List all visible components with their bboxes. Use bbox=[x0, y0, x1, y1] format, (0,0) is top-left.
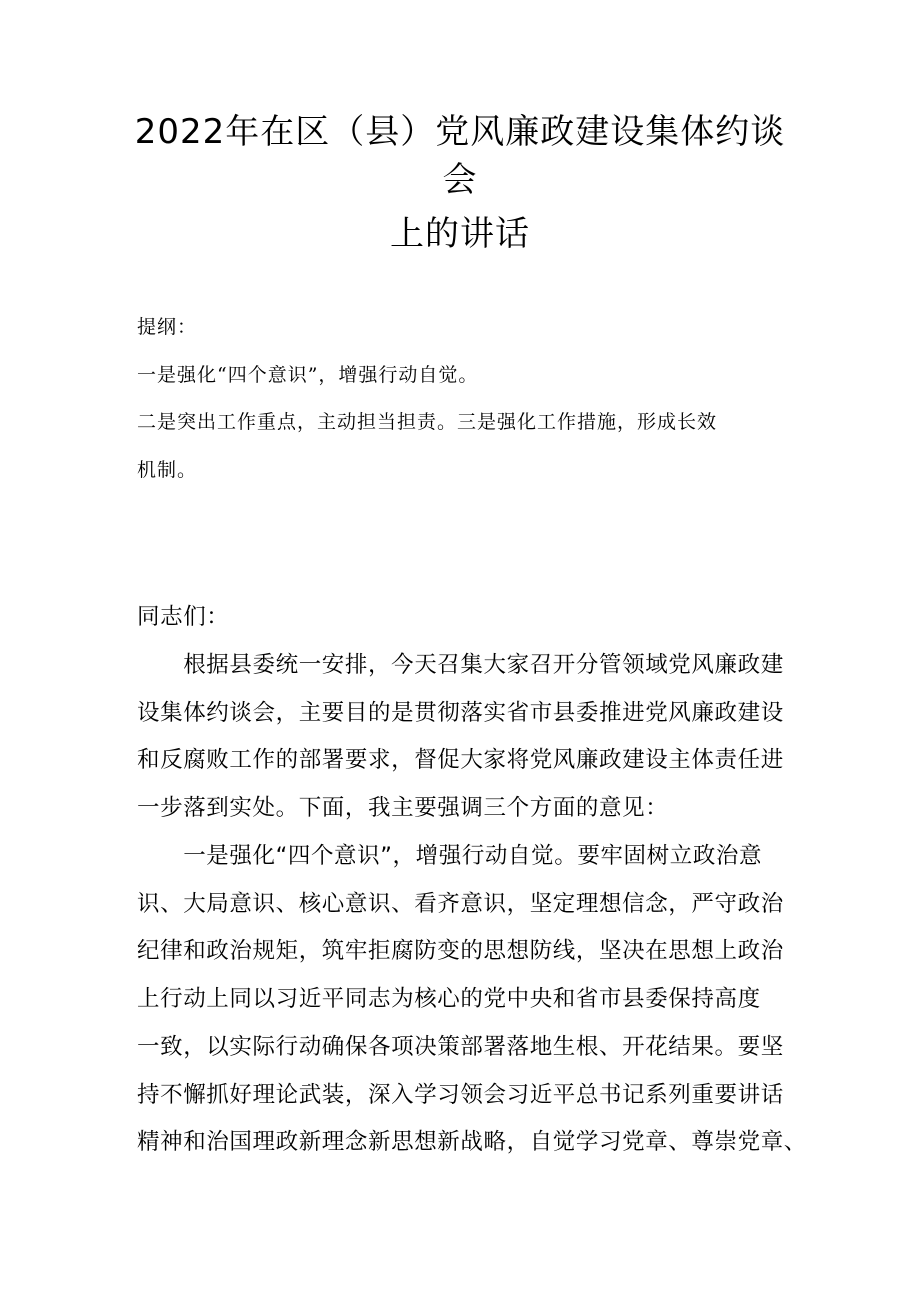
body-line: 一致，以实际行动确保各项决策部署落地生根、开花结果。要坚 bbox=[137, 1034, 784, 1060]
outline-item-1: 一是强化“四个意识”，增强行动自觉。 bbox=[137, 364, 479, 386]
body-line: 识、大局意识、核心意识、看齐意识，坚定理想信念，严守政治 bbox=[137, 891, 784, 917]
salutation: 同志们： bbox=[137, 604, 230, 630]
body-line: 设集体约谈会，主要目的是贯彻落实省市县委推进党风廉政建设 bbox=[137, 700, 784, 726]
body-line: 一是强化“四个意识”，增强行动自觉。要牢固树立政治意 bbox=[137, 843, 763, 869]
body-line: 上行动上同以习近平同志为核心的党中央和省市县委保持高度 bbox=[137, 986, 761, 1012]
body-line: 持不懈抓好理论武装，深入学习领会习近平总书记系列重要讲话 bbox=[137, 1082, 784, 1108]
document-title-line-1: 2022年在区（县）党风廉政建设集体约谈 bbox=[134, 112, 786, 152]
outline-item-2-continued: 机制。 bbox=[137, 459, 198, 481]
body-line: 精神和治国理政新理念新思想新战略，自觉学习党章、尊崇党章、 bbox=[137, 1129, 807, 1155]
document-title-line-2: 会 bbox=[442, 160, 478, 200]
outline-label: 提纲： bbox=[137, 316, 198, 338]
body-line: 纪律和政治规矩，筑牢拒腐防变的思想防线，坚决在思想上政治 bbox=[137, 938, 784, 964]
outline-item-2: 二是突出工作重点，主动担当担责。三是强化工作措施，形成长效 bbox=[137, 411, 718, 433]
body-line: 根据县委统一安排，今天召集大家召开分管领域党风廉政建 bbox=[137, 652, 784, 678]
document-title-line-3: 上的讲话 bbox=[390, 214, 530, 254]
body-line: 和反腐败工作的部署要求，督促大家将党风廉政建设主体责任进 bbox=[137, 747, 784, 773]
body-line: 一步落到实处。下面，我主要强调三个方面的意见： bbox=[137, 795, 669, 821]
